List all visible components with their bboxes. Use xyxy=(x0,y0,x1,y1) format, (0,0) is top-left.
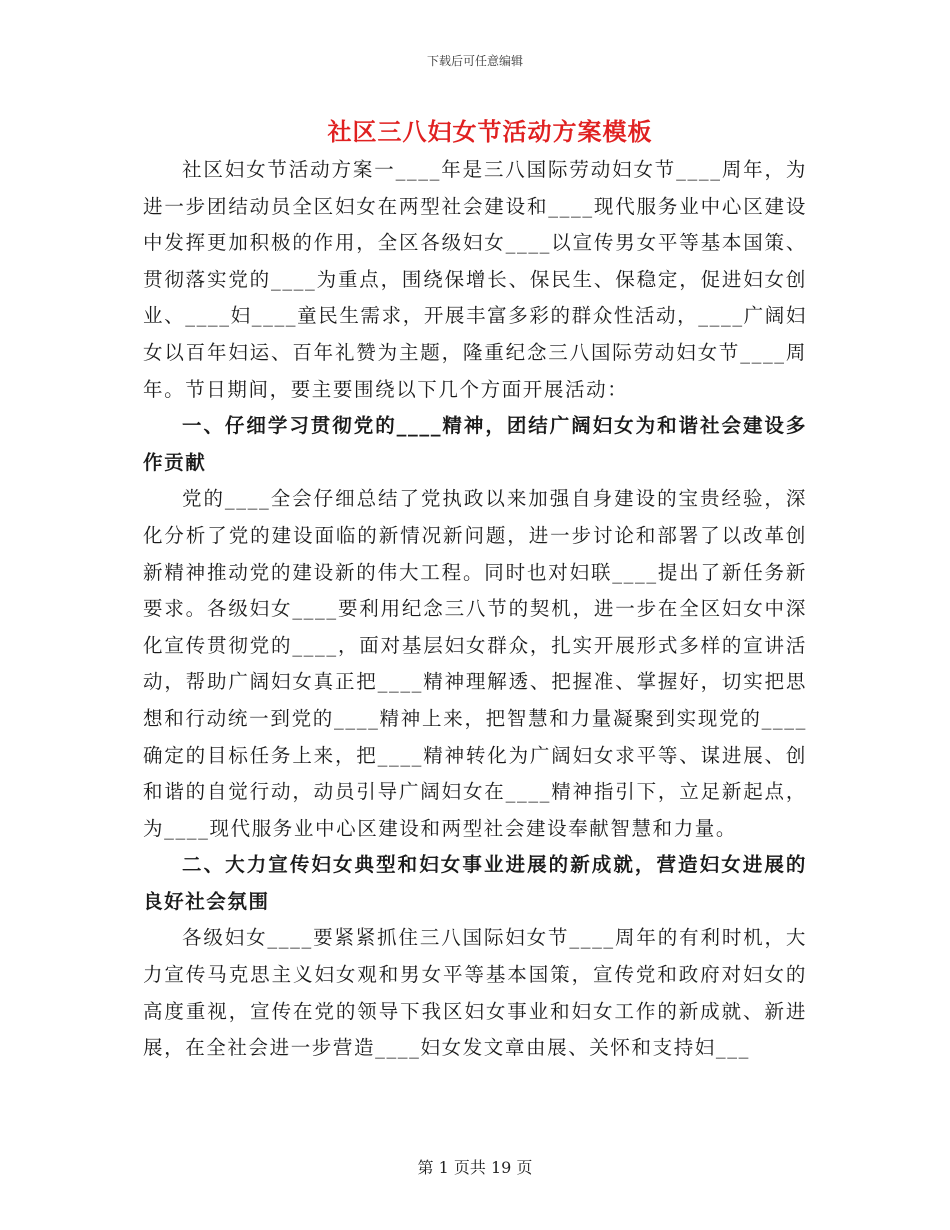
document-body xyxy=(143,152,807,1067)
header-note: 下载后可任意编辑 xyxy=(426,54,523,68)
section-paragraph-1: 党的____全会仔细总结了党执政以来加强自身建设的宝贵经验，深化分析了党的建设面临的新情况新问题，进一步讨论和部署了以改革创新精神推动党的建设新的伟大工程。同时也对妇联____提出了新任务新要求。各级妇女____要利用纪念三八节的契机，进一步在全区妇女中深化宣传贯彻党的____，面对基层妇女群众，扎实开展形式多样的宣讲活动，帮助广阔妇女真正把____精神理解透、把握准、掌握好，切实把思想和行动统一到党的____精神上来，把智慧和力量凝聚到实现党的____确定的目标任务上来，把____精神转化为广阔妇女求平等、谋进展、创和谐的自觉行动，动员引导广阔妇女在____精神指引下，立足新起点，为____现代服务业中心区建设和两型社会建设奉献智慧和力量。 xyxy=(143,487,807,840)
section-heading-2: 二、大力宣传妇女典型和妇女事业进展的新成就，营造妇女进展的良好社会氛围 xyxy=(143,853,807,913)
section-paragraph-2: 各级妇女____要紧紧抓住三八国际妇女节____周年的有利时机，大力宣传马克思主义妇女观和男女平等基本国策，宣传党和政府对妇女的高度重视，宣传在党的领导下我区妇女事业和妇女工作的新成就、新进展，在全社会进一步营造____妇女发文章由展、关怀和支持妇___ xyxy=(143,926,807,1060)
intro-paragraph: 社区妇女节活动方案一____年是三八国际劳动妇女节____周年，为进一步团结动员全区妇女在两型社会建设和____现代服务业中心区建设中发挥更加积极的作用，全区各级妇女____以宣传男女平等基本国策、贯彻落实党的____为重点，围绕保增长、保民生、保稳定，促进妇女创业、____妇____童民生需求，开展丰富多彩的群众性活动，____广阔妇女以百年妇运、百年礼赞为主题，隆重纪念三八国际劳动妇女节____周年。节日期间，要主要围绕以下几个方面开展活动： xyxy=(143,158,807,401)
page-number-footer: 第 1 页共 19 页 xyxy=(417,1158,533,1177)
section-heading-1: 一、仔细学习贯彻党的____精神，团结广阔妇女为和谐社会建设多作贡献 xyxy=(143,414,807,474)
document-title: 社区三八妇女节活动方案模板 xyxy=(327,117,653,146)
